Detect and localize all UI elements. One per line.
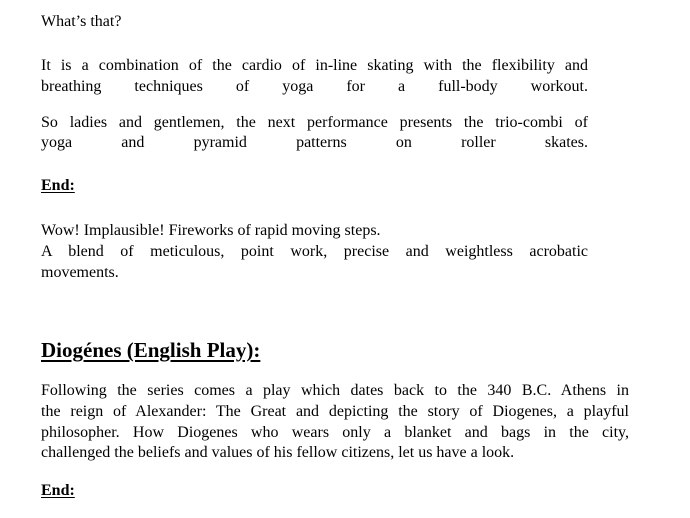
para4-line2: the reign of Alexander: The Great and depicting the story of Diogenes, a playful (41, 403, 629, 420)
para2-line1: So ladies and gentlemen, the next performance presents the trio-combi of (41, 114, 588, 131)
intro-question: What’s that? (41, 13, 122, 30)
para3-line2: A blend of meticulous, point work, precise and weightless acrobatic (41, 243, 588, 260)
para2-line2: yoga and pyramid patterns on roller skates. (41, 134, 588, 151)
para3-line1: Wow! Implausible! Fireworks of rapid moving steps. (41, 222, 381, 239)
para3-line3: movements. (41, 264, 119, 281)
para4-line3: philosopher. How Diogenes who wears only a blanket and bags in the city, (41, 424, 629, 441)
end-heading-2: End: (41, 482, 75, 499)
section-heading: Diogénes (English Play): (41, 338, 261, 362)
para1-line2: breathing techniques of yoga for a full-body workout. (41, 78, 588, 95)
para4-line1: Following the series comes a play which dates back to the 340 B.C. Athens in (41, 382, 629, 399)
para1-line1: It is a combination of the cardio of in-line skating with the flexibility and (41, 57, 588, 74)
end-heading-1: End: (41, 177, 75, 194)
para4-line4: challenged the beliefs and values of his fellow citizens, let us have a look. (41, 444, 515, 461)
